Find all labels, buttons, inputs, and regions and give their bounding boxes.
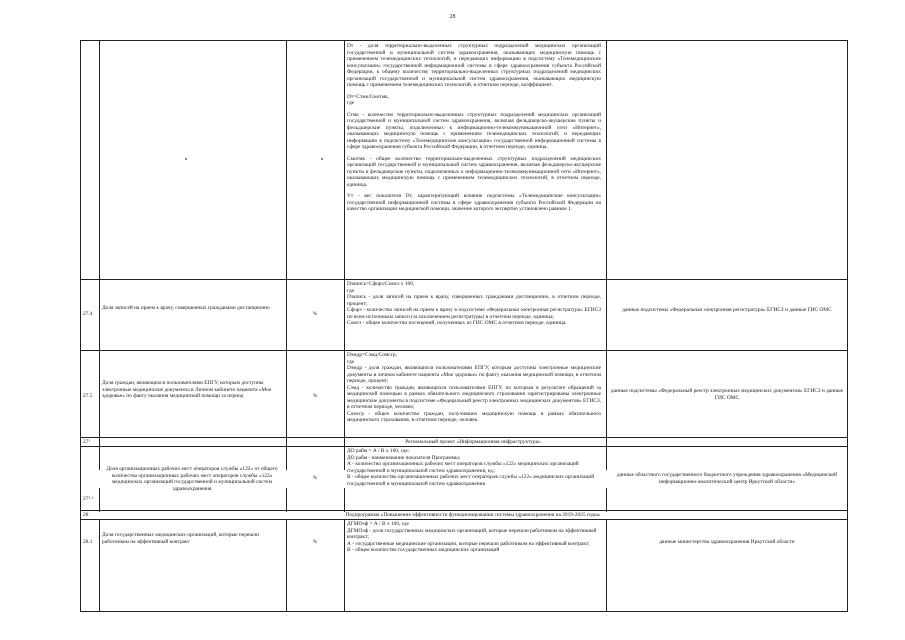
row-line-1 xyxy=(81,279,847,280)
row-line-2 xyxy=(81,350,847,351)
row-27-4-num: 27.4 xyxy=(83,311,93,317)
section-27-1-num: 27¹ xyxy=(83,439,91,445)
row-28-1-method: ДГМОэф = А / В x 100, где ДГМОэф - доля государственных медицинских организаций, которые перешли работником на эффективный контракт; А - государственные медицинские организации, которые перешли работником на эффективный контракт; В - общее количество государственных медицинских организаций xyxy=(347,521,597,553)
row-27-4-name: Доля записей на прием к врачу, совершенных гражданами дистанционно xyxy=(102,305,270,311)
row-line-4 xyxy=(81,446,847,447)
col-line-3c xyxy=(344,519,345,612)
page-number: 28 xyxy=(449,14,456,20)
section-28-title: Подпрограмма «Повышение эффективности функционирования системы здравоохранения на 2019-2025 годы» xyxy=(345,512,601,518)
col-line-4 xyxy=(606,41,607,470)
col-line-3 xyxy=(344,41,345,470)
row-27-5-method: Dэмдр=Сэмд/Сомсгр, где Dэмдр - доля граждан, являющихся пользователями ЕПГУ, которым доступны электронные медицинские документы в личном кабинете пациента «Мое здоровье» по факту оказания медицинской помощи, в отчетном периоде, процент; Сэмд - количество граждан, являющихся пользователями ЕПГУ, по которым в результате обращений за медицинской помощью в рамках обязательного медицинского страхования зарегистрированы электронные медицинские документы в подсистеме «Федеральный реестр электронных медицинских документов» ЕГИСЗ, в отчетном периоде, человек; Сомсгр - общее количество граждан, получивших медицинскую помощь в рамках обязательного медицинского страхования, в отчетном периоде, человек. xyxy=(347,352,601,423)
intro-method-p2: Стмк - количество территориально-выделенных структурных подразделений медицинских организаций государственной и муниципальной систем здравоохранения, включая фельдшерско-акушерские пункты и фельдшерские пункты, подключенных к информационно-телекоммуникационной сети «Интернет», оказывающих медицинскую помощь с применением телемедицинских технологий, и передающих информацию в подсистему «Телемедицинские консультации» государственной информационной системы в сфере здравоохранения субъекта Российской Федерации, в отчетном периоде, единица, xyxy=(347,111,601,150)
row-27-1-1-num: 27¹·¹ xyxy=(83,496,94,502)
row-27-5-name: Доля граждан, являющихся пользователями ЕПГУ, которым доступны электронные медицинские документы в Личном кабинете пациента «Мое здоровье» по факту оказания медицинской помощи за период xyxy=(102,380,272,399)
col-line-4c xyxy=(606,519,607,612)
row-27-1-1-unit: % xyxy=(312,475,318,481)
row-27-5-source: данные подсистемы «Федеральный реестр электронных медицинских документов» ЕГИСЗ и данные ГИС ОМС xyxy=(610,388,844,401)
col-line-1 xyxy=(99,41,100,470)
row-27-4-unit: % xyxy=(312,311,318,317)
row-27-4-source: данные подсистемы «Федеральная электронная регистратура» ЕГИСЗ и данные ГИС ОМС xyxy=(622,307,832,313)
scan-dot xyxy=(185,158,187,160)
col-line-3b xyxy=(344,488,345,512)
col-line-2c xyxy=(286,519,287,612)
indicator-table xyxy=(80,40,848,612)
row-28-1-num: 28.1 xyxy=(83,539,93,545)
row-27-1-1-name: Доля организационных рабочих мест операторов службы «122» от общего количества организационных рабочих мест операторов службы «122» медицинских организаций государственной и муниципальной систем здравоохранения xyxy=(106,466,278,492)
row-line-6 xyxy=(81,519,847,520)
intro-method-p4: Vт - вес показателя Dт, характеризующий влияние подсистемы «Телемедицинские консультации» государственной информационной системы в сфере здравоохранения субъекта Российской Федерации на качество организации медицинской помощи, значение которого экспертно установлено равным 1. xyxy=(347,193,601,212)
row-27-5-num: 27.5 xyxy=(83,393,93,399)
col-line-2b xyxy=(286,488,287,512)
row-27-5-unit: % xyxy=(312,393,318,399)
row-line-5 xyxy=(81,510,847,511)
row-28-1-source: данные министерства здравоохранения Иркутской области xyxy=(659,539,795,545)
intro-where: где xyxy=(347,100,355,106)
row-line-3 xyxy=(81,437,847,438)
row-27-1-1-source: данные областного государственного бюджетного учреждения здравоохранения «Медицинский информационно-аналитический центр Иркутской области» xyxy=(616,472,838,485)
row-27-1-1-method: ДО рабм = А / В x 100, где: ДО рабм - наименование показателя Программы; А - количество организационных рабочих мест операторов службы «122» медицинских организаций государственной и муниципальной систем здравоохранения, ед.; В - общее количество организационных рабочих мест операторов службы «122» медицинских организаций государственной и муниципальной систем здравоохранения xyxy=(347,448,595,487)
section-28-num: 28 xyxy=(83,512,89,518)
intro-method-cell xyxy=(347,43,601,277)
scan-dot xyxy=(321,158,323,160)
row-27-4-method: Dзапись=Сфорз/Сомсз x 100, где Dзапись - доля записей на прием к врачу, совершенных гражданами дистанционно, в отчетном периоде, процент; Сфорз - количество записей на прием к врачу в подсистеме «Федеральная электронная регистратура» ЕГИСЗ по всем источникам записи (за исключением регистратуры) в отчетном периоде, единица; Сомсз - общее количество посещений, полученных из ГИС ОМС в отчетном периоде, единица. xyxy=(347,281,601,326)
col-line-1c xyxy=(99,519,100,612)
col-line-1b xyxy=(99,488,100,512)
col-line-2 xyxy=(286,41,287,470)
intro-method-p1: Dт - доля территориально-выделенных структурных подразделений медицинских организаций государственной и муниципальной систем здравоохранения, оказывающих медицинскую помощь с применением телемедицинских технологий, и передающих информацию в подсистему «Телемедицинские консультации» государственной информационной системы в сфере здравоохранения субъекта Российской Федерации, к общему количеству территориально-выделенных структурных подразделений медицинских организаций государственной и муниципальной систем здравоохранения, оказывающих медицинскую помощь с применением телемедицинских технологий, в отчетном периоде, коэффициент. xyxy=(347,43,601,88)
section-27-1-title: Региональный проект «Информационная инфраструктура» xyxy=(405,439,541,445)
intro-method-p3: Смотмк - общее количество территориально-выделенных структурных подразделений медицинских организаций государственной и муниципальной систем здравоохранения, включая фельдшерско-акушерские пункты и фельдшерские пункты, подключенных к информационно-телекоммуникационной сети «Интернет», оказывающих медицинскую помощь с применением телемедицинских технологий, в отчетном периоде, единица. xyxy=(347,155,601,188)
intro-formula: Dт=Стмк/Смотмк, xyxy=(347,93,390,100)
col-line-4b xyxy=(606,488,607,512)
row-28-1-unit: % xyxy=(312,539,318,545)
row-28-1-name: Доля государственных медицинских организаций, которые перешли работником на эффективный контракт xyxy=(102,532,260,545)
